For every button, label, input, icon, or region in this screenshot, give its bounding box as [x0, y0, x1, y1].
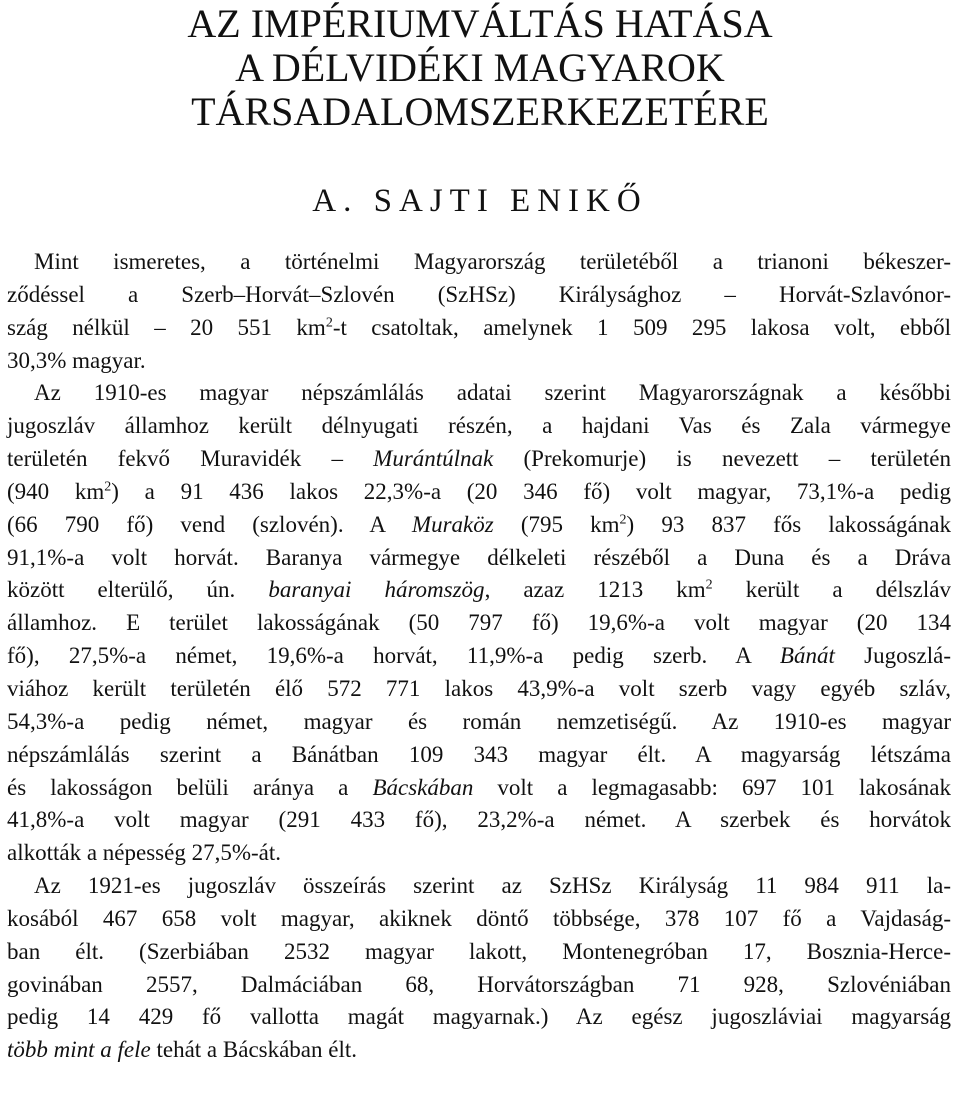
text-line: [7, 673, 951, 706]
italic-text: Bácskában: [372, 774, 474, 800]
text-segment: 54,3%-a pedig német, magyar és román nemzetiségű. Az 1910-es magyar: [7, 708, 951, 734]
text-line: [7, 377, 951, 410]
text-line: [7, 279, 951, 312]
text-segment: Az 1910-es magyar népszámlálás adatai szerint Magyarországnak a későbbi: [34, 380, 951, 406]
text-segment: 30,3% magyar.: [7, 347, 146, 373]
text-segment: -t csatoltak, amelynek 1 509 295 lakosa volt, ebből: [332, 314, 951, 340]
italic-text: Murántúlnak: [373, 446, 494, 472]
text-segment: szág nélkül – 20 551 km: [7, 314, 326, 340]
italic-text: több mint a fele: [7, 1037, 151, 1063]
text-segment: fő), 27,5%-a német, 19,6%-a horvát, 11,9%-a pedig szerb. A: [7, 643, 780, 669]
superscript: 2: [619, 512, 627, 528]
text-segment: ) a 91 436 lakos 22,3%-a (20 346 fő) volt magyar, 73,1%-a pedig: [111, 478, 951, 504]
text-line: [7, 903, 951, 936]
text-line: [7, 542, 951, 575]
text-segment: népszámlálás szerint a Bánátban 109 343 magyar élt. A magyarság létszáma: [7, 741, 951, 767]
text-segment: 41,8%-a volt magyar (291 433 fő), 23,2%-a német. A szerbek és horvátok: [7, 807, 951, 833]
text-segment: került a délszláv: [712, 577, 951, 603]
paragraph: [7, 246, 951, 377]
text-line: [7, 574, 951, 607]
article-body: [7, 246, 951, 1067]
text-segment: Az 1921-es jugoszláv összeírás szerint az SzHSz Királyság 11 984 911 la-: [34, 873, 951, 899]
text-segment: pedig 14 429 fő vallotta magát magyarnak.) Az egész jugoszláviai magyarság: [7, 1004, 951, 1030]
text-segment: Mint ismeretes, a történelmi Magyarország területéből a trianoni békeszer-: [34, 249, 951, 274]
title-line: AZ IMPÉRIUMVÁLTÁS HATÁSA: [187, 1, 773, 46]
text-line: [7, 312, 951, 345]
text-line: [7, 509, 951, 542]
article-title: [0, 2, 960, 134]
text-segment: volt a legmagasabb: 697 101 lakosának: [473, 774, 951, 800]
text-line: [7, 443, 951, 476]
italic-text: baranyai háromszög: [268, 577, 485, 603]
text-segment: ban élt. (Szerbiában 2532 magyar lakott, Montenegróban 17, Bosznia-Herce-: [7, 938, 951, 964]
superscript: 2: [705, 577, 713, 593]
text-line: [7, 246, 951, 279]
text-line: [7, 936, 951, 969]
text-segment: 91,1%-a volt horvát. Baranya vármegye délkeleti részéből a Duna és a Dráva: [7, 544, 951, 570]
text-segment: ) 93 837 fős lakosságának: [626, 511, 951, 537]
text-segment: (Prekomurje) is nevezett – területén: [493, 446, 951, 472]
author-name: A. SAJTI ENIKŐ: [312, 183, 648, 219]
text-segment: ződéssel a Szerb–Horvát–Szlovén (SzHSz) Királysághoz – Horvát-Szlavónor-: [7, 281, 951, 307]
text-segment: (66 790 fő) vend (szlovén). A: [7, 511, 412, 537]
text-line: [7, 706, 951, 739]
text-line: [7, 804, 951, 837]
text-line: [7, 476, 951, 509]
title-line: A DÉLVIDÉKI MAGYAROK: [235, 45, 725, 90]
text-segment: között elterülő, ún.: [7, 577, 269, 603]
superscript: 2: [104, 479, 112, 495]
italic-text: Bánát: [779, 643, 835, 669]
text-line: [7, 870, 951, 903]
text-line: [7, 410, 951, 443]
paragraph: [7, 870, 951, 1067]
text-line: [7, 739, 951, 772]
text-line: [7, 969, 951, 1002]
text-segment: államhoz. E terület lakosságának (50 797 fő) 19,6%-a volt magyar (20 134: [7, 610, 951, 636]
text-line: [7, 345, 951, 378]
text-segment: , azaz 1213 km: [484, 577, 706, 603]
text-segment: govinában 2557, Dalmáciában 68, Horvátországban 71 928, Szlovéniában: [7, 971, 951, 997]
title-line: TÁRSADALOMSZERKEZETÉRE: [191, 89, 769, 134]
text-line: [7, 837, 951, 870]
text-segment: (795 km: [493, 511, 620, 537]
text-segment: területén fekvő Muravidék –: [7, 446, 374, 472]
text-line: [7, 640, 951, 673]
paragraph: [7, 377, 951, 870]
text-segment: jugoszláv államhoz került délnyugati részén, a hajdani Vas és Zala vármegye: [7, 413, 951, 439]
text-line: [7, 772, 951, 805]
text-segment: (940 km: [7, 478, 105, 504]
text-line: [7, 1034, 951, 1067]
text-segment: kosából 467 658 volt magyar, akiknek döntő többsége, 378 107 fő a Vajdaság-: [7, 905, 951, 931]
text-line: [7, 607, 951, 640]
text-segment: viához került területén élő 572 771 lakos 43,9%-a volt szerb vagy egyéb szláv,: [7, 675, 951, 701]
superscript: 2: [325, 315, 333, 331]
italic-text: Muraköz: [411, 511, 494, 537]
text-segment: és lakosságon belüli aránya a: [7, 774, 373, 800]
text-segment: alkották a népesség 27,5%-át.: [7, 840, 281, 866]
text-line: [7, 1001, 951, 1034]
text-segment: tehát a Bácskában élt.: [150, 1037, 358, 1063]
text-segment: Jugoszlá-: [834, 643, 951, 669]
